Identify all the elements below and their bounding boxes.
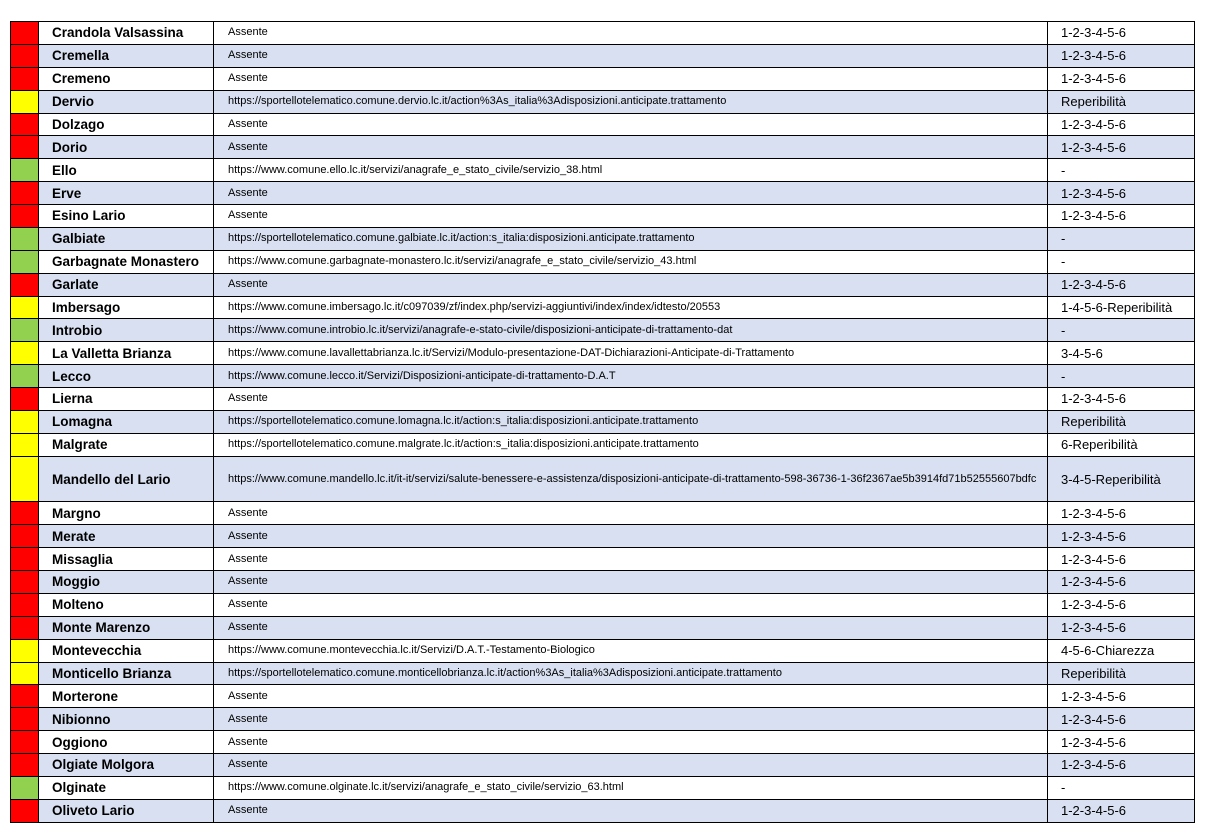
missing-criteria-code: 1-2-3-4-5-6 — [1048, 388, 1195, 411]
table-row — [11, 205, 1195, 228]
missing-criteria-code: 1-2-3-4-5-6 — [1048, 731, 1195, 754]
status-indicator — [11, 799, 39, 822]
missing-criteria-code: 1-2-3-4-5-6 — [1048, 113, 1195, 136]
table-row — [11, 639, 1195, 662]
missing-criteria-code: - — [1048, 776, 1195, 799]
dat-service-link: Assente — [214, 502, 1048, 525]
status-indicator — [11, 433, 39, 456]
table-row — [11, 754, 1195, 777]
municipality-name: Cremella — [39, 44, 214, 67]
municipality-table — [10, 21, 1195, 823]
missing-criteria-code: 1-2-3-4-5-6 — [1048, 525, 1195, 548]
dat-service-link: Assente — [214, 22, 1048, 45]
status-indicator — [11, 67, 39, 90]
municipality-name: Dervio — [39, 90, 214, 113]
table-row — [11, 136, 1195, 159]
table-row — [11, 616, 1195, 639]
status-indicator — [11, 593, 39, 616]
missing-criteria-code: 1-2-3-4-5-6 — [1048, 205, 1195, 228]
municipality-name: Olginate — [39, 776, 214, 799]
missing-criteria-code: Reperibilità — [1048, 410, 1195, 433]
missing-criteria-code: 1-2-3-4-5-6 — [1048, 685, 1195, 708]
missing-criteria-code: 1-2-3-4-5-6 — [1048, 22, 1195, 45]
dat-service-link: Assente — [214, 593, 1048, 616]
table-row — [11, 296, 1195, 319]
missing-criteria-code: 1-2-3-4-5-6 — [1048, 593, 1195, 616]
status-indicator — [11, 44, 39, 67]
status-indicator — [11, 731, 39, 754]
municipality-name: Merate — [39, 525, 214, 548]
missing-criteria-code: 1-4-5-6-Reperibilità — [1048, 296, 1195, 319]
dat-service-link: Assente — [214, 571, 1048, 594]
dat-service-link: Assente — [214, 685, 1048, 708]
dat-service-link: Assente — [214, 548, 1048, 571]
dat-service-link[interactable]: https://www.comune.olginate.lc.it/servizi/anagrafe_e_stato_civile/servizio_63.html — [214, 776, 1048, 799]
municipality-name: Garlate — [39, 273, 214, 296]
municipality-name: Dorio — [39, 136, 214, 159]
missing-criteria-code: 1-2-3-4-5-6 — [1048, 708, 1195, 731]
missing-criteria-code: 3-4-5-Reperibilità — [1048, 456, 1195, 502]
status-indicator — [11, 296, 39, 319]
status-indicator — [11, 22, 39, 45]
municipality-name: Olgiate Molgora — [39, 754, 214, 777]
municipality-name: Oggiono — [39, 731, 214, 754]
status-indicator — [11, 754, 39, 777]
municipality-name: Montevecchia — [39, 639, 214, 662]
municipality-name: Erve — [39, 182, 214, 205]
dat-service-link[interactable]: https://sportellotelematico.comune.galbiate.lc.it/action:s_italia:disposizioni.anticipate.trattamento — [214, 227, 1048, 250]
status-indicator — [11, 571, 39, 594]
dat-service-link: Assente — [214, 799, 1048, 822]
status-indicator — [11, 616, 39, 639]
status-indicator — [11, 113, 39, 136]
status-indicator — [11, 388, 39, 411]
table-row — [11, 388, 1195, 411]
status-indicator — [11, 250, 39, 273]
municipality-name: Molteno — [39, 593, 214, 616]
missing-criteria-code: Reperibilità — [1048, 662, 1195, 685]
municipality-name: Introbio — [39, 319, 214, 342]
status-indicator — [11, 365, 39, 388]
missing-criteria-code: - — [1048, 365, 1195, 388]
status-indicator — [11, 776, 39, 799]
missing-criteria-code: - — [1048, 250, 1195, 273]
municipality-name: Lomagna — [39, 410, 214, 433]
status-indicator — [11, 342, 39, 365]
status-indicator — [11, 548, 39, 571]
table-row — [11, 182, 1195, 205]
table-row — [11, 525, 1195, 548]
dat-service-link: Assente — [214, 67, 1048, 90]
missing-criteria-code: 3-4-5-6 — [1048, 342, 1195, 365]
municipality-name: Morterone — [39, 685, 214, 708]
status-indicator — [11, 456, 39, 502]
municipality-name: Garbagnate Monastero — [39, 250, 214, 273]
municipality-name: Dolzago — [39, 113, 214, 136]
municipality-name: Moggio — [39, 571, 214, 594]
table-row — [11, 708, 1195, 731]
dat-service-link[interactable]: https://sportellotelematico.comune.dervio.lc.it/action%3As_italia%3Adisposizioni.anticipate.trattamento — [214, 90, 1048, 113]
status-indicator — [11, 502, 39, 525]
dat-service-link: Assente — [214, 754, 1048, 777]
table-row — [11, 90, 1195, 113]
missing-criteria-code: 1-2-3-4-5-6 — [1048, 571, 1195, 594]
municipality-name: Nibionno — [39, 708, 214, 731]
municipality-name: Cremeno — [39, 67, 214, 90]
table-row — [11, 22, 1195, 45]
table-row — [11, 731, 1195, 754]
missing-criteria-code: 1-2-3-4-5-6 — [1048, 136, 1195, 159]
dat-service-link: Assente — [214, 731, 1048, 754]
table-row — [11, 593, 1195, 616]
missing-criteria-code: 6-Reperibilità — [1048, 433, 1195, 456]
missing-criteria-code: Reperibilità — [1048, 90, 1195, 113]
missing-criteria-code: 1-2-3-4-5-6 — [1048, 502, 1195, 525]
municipality-name: Monticello Brianza — [39, 662, 214, 685]
municipality-name: Missaglia — [39, 548, 214, 571]
table-row — [11, 250, 1195, 273]
status-indicator — [11, 182, 39, 205]
municipality-name: Imbersago — [39, 296, 214, 319]
dat-service-link: Assente — [214, 525, 1048, 548]
table-row — [11, 342, 1195, 365]
status-indicator — [11, 685, 39, 708]
dat-service-link: Assente — [214, 136, 1048, 159]
dat-service-link: Assente — [214, 182, 1048, 205]
municipality-name: Monte Marenzo — [39, 616, 214, 639]
missing-criteria-code: 1-2-3-4-5-6 — [1048, 67, 1195, 90]
dat-service-link: Assente — [214, 205, 1048, 228]
municipality-name: La Valletta Brianza — [39, 342, 214, 365]
dat-service-link[interactable]: https://sportellotelematico.comune.monticellobrianza.lc.it/action%3As_italia%3Adisposizioni.anticipate.trattamento — [214, 662, 1048, 685]
status-indicator — [11, 639, 39, 662]
table-row — [11, 456, 1195, 502]
status-indicator — [11, 410, 39, 433]
status-indicator — [11, 273, 39, 296]
table-row — [11, 67, 1195, 90]
municipality-name: Lierna — [39, 388, 214, 411]
dat-service-link[interactable]: https://www.comune.mandello.lc.it/it-it/servizi/salute-benessere-e-assistenza/disposizioni-anticipate-di-trattamento-598-36736-1-36f2367ae5b3914fd71b52555607bdfc — [214, 456, 1048, 502]
table-row — [11, 662, 1195, 685]
status-indicator — [11, 205, 39, 228]
dat-service-link[interactable]: https://www.comune.lecco.it/Servizi/Disposizioni-anticipate-di-trattamento-D.A.T — [214, 365, 1048, 388]
status-indicator — [11, 159, 39, 182]
table-row — [11, 548, 1195, 571]
municipality-name: Mandello del Lario — [39, 456, 214, 502]
status-indicator — [11, 708, 39, 731]
municipality-name: Galbiate — [39, 227, 214, 250]
dat-service-link[interactable]: https://sportellotelematico.comune.lomagna.lc.it/action:s_italia:disposizioni.anticipate.trattamento — [214, 410, 1048, 433]
status-indicator — [11, 319, 39, 342]
missing-criteria-code: 1-2-3-4-5-6 — [1048, 44, 1195, 67]
dat-service-link[interactable]: https://sportellotelematico.comune.malgrate.lc.it/action:s_italia:disposizioni.anticipate.trattamento — [214, 433, 1048, 456]
status-indicator — [11, 227, 39, 250]
missing-criteria-code: 1-2-3-4-5-6 — [1048, 548, 1195, 571]
missing-criteria-code: 1-2-3-4-5-6 — [1048, 799, 1195, 822]
table-row — [11, 113, 1195, 136]
dat-service-link[interactable]: https://www.comune.ello.lc.it/servizi/anagrafe_e_stato_civile/servizio_38.html — [214, 159, 1048, 182]
missing-criteria-code: 1-2-3-4-5-6 — [1048, 273, 1195, 296]
missing-criteria-code: - — [1048, 319, 1195, 342]
table-row — [11, 159, 1195, 182]
table-row — [11, 685, 1195, 708]
municipality-name: Margno — [39, 502, 214, 525]
municipality-name: Crandola Valsassina — [39, 22, 214, 45]
table-row — [11, 319, 1195, 342]
municipality-name: Esino Lario — [39, 205, 214, 228]
missing-criteria-code: 1-2-3-4-5-6 — [1048, 616, 1195, 639]
table-row — [11, 571, 1195, 594]
municipality-name: Malgrate — [39, 433, 214, 456]
dat-service-link: Assente — [214, 388, 1048, 411]
dat-service-link[interactable]: https://www.comune.imbersago.lc.it/c097039/zf/index.php/servizi-aggiuntivi/index/index/idtesto/20553 — [214, 296, 1048, 319]
missing-criteria-code: - — [1048, 159, 1195, 182]
table-row — [11, 44, 1195, 67]
dat-service-link: Assente — [214, 113, 1048, 136]
dat-service-link: Assente — [214, 44, 1048, 67]
municipality-name: Oliveto Lario — [39, 799, 214, 822]
dat-service-link[interactable]: https://www.comune.montevecchia.lc.it/Servizi/D.A.T.-Testamento-Biologico — [214, 639, 1048, 662]
table-row — [11, 410, 1195, 433]
dat-service-link: Assente — [214, 708, 1048, 731]
table-row — [11, 776, 1195, 799]
status-indicator — [11, 525, 39, 548]
table-row — [11, 227, 1195, 250]
dat-service-link: Assente — [214, 273, 1048, 296]
municipality-name: Ello — [39, 159, 214, 182]
status-indicator — [11, 136, 39, 159]
missing-criteria-code: 1-2-3-4-5-6 — [1048, 754, 1195, 777]
table-row — [11, 502, 1195, 525]
table-row — [11, 799, 1195, 822]
table-row — [11, 433, 1195, 456]
municipality-name: Lecco — [39, 365, 214, 388]
status-indicator — [11, 90, 39, 113]
dat-service-link: Assente — [214, 616, 1048, 639]
dat-service-link[interactable]: https://www.comune.lavallettabrianza.lc.it/Servizi/Modulo-presentazione-DAT-Dichiarazioni-Anticipate-di-Trattamento — [214, 342, 1048, 365]
status-indicator — [11, 662, 39, 685]
dat-service-link[interactable]: https://www.comune.garbagnate-monastero.lc.it/servizi/anagrafe_e_stato_civile/servizio_43.html — [214, 250, 1048, 273]
table-row — [11, 365, 1195, 388]
dat-service-link[interactable]: https://www.comune.introbio.lc.it/servizi/anagrafe-e-stato-civile/disposizioni-anticipate-di-trattamento-dat — [214, 319, 1048, 342]
missing-criteria-code: - — [1048, 227, 1195, 250]
missing-criteria-code: 4-5-6-Chiarezza — [1048, 639, 1195, 662]
missing-criteria-code: 1-2-3-4-5-6 — [1048, 182, 1195, 205]
table-row — [11, 273, 1195, 296]
